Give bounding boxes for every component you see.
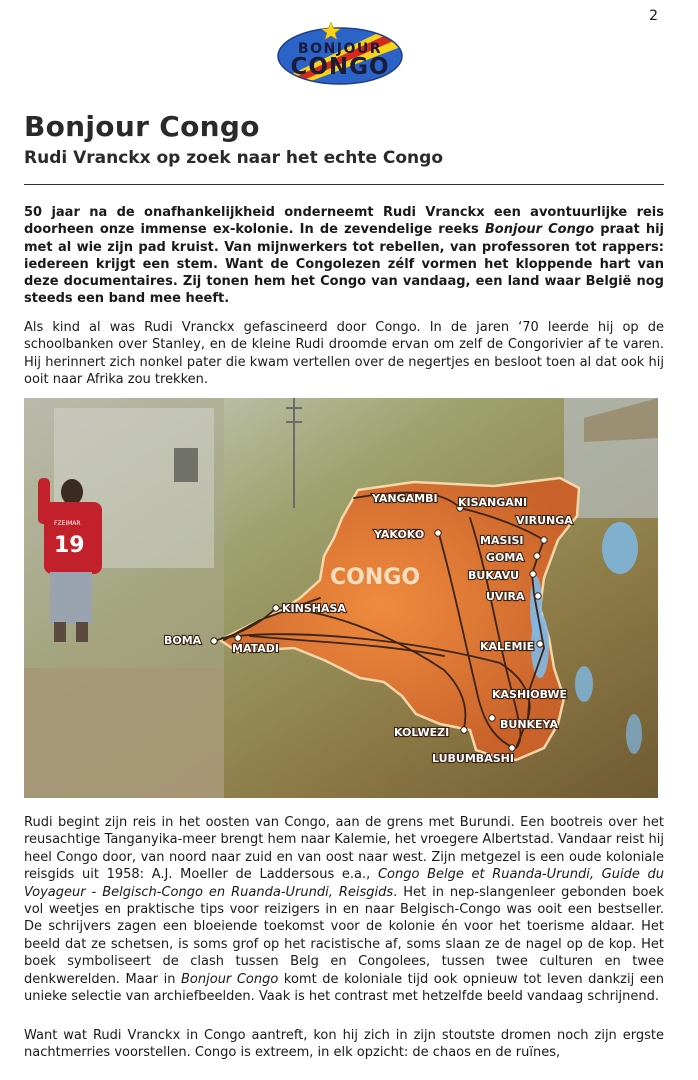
journey-paragraph [24,814,664,1005]
logo-text-bottom: CONGO [290,54,390,80]
city-label-kinshasa: KINSHASA [282,602,346,615]
city-label-virunga: VIRUNGA [516,514,573,527]
lead-emphasis: Bonjour Congo [484,222,595,238]
header-divider [24,184,664,185]
city-label-bunkeya: BUNKEYA [500,718,558,731]
page-subtitle: Rudi Vranckx op zoek naar het echte Congo [24,148,443,168]
lead-text-2: praat hij met al wie zijn pad kruist. Van mijnwerkers tot rebellen, van professoren tot rappers: iedereen krijgt een stem. Want de Congolezen zélf vormen het kloppende hart van deze documentaires. Zij tonen hem het Congo van vandaag, een land waar België nog steeds een band mee heeft. [24,222,664,307]
lead-paragraph [24,204,664,308]
city-label-matadi: MATADI [232,642,279,655]
bonjour-congo-logo [276,20,404,86]
city-label-bukavu: BUKAVU [468,569,520,582]
intro-paragraph: Als kind al was Rudi Vranckx gefascineerd door Congo. In de jaren ‘70 leerde hij op de schoolbanken over Stanley, en de kleine Rudi droomde ervan om zelf de Congorivier af te varen. Hij herinnert zich nonkel pater die kwam vertellen over de negertjes en besloot toen al dat ook hij ooit naar Afrika zou trekken. [24,320,664,388]
city-label-goma: GOMA [486,551,524,564]
jersey-name: FZEIMAR [54,520,81,527]
closing-paragraph: Want wat Rudi Vranckx in Congo aantreft, kon hij zich in zijn stoutste dromen noch zijn ergste nachtmerries voorstellen. Congo is extreem, in elk opzicht: de chaos en de ruïnes, [24,1028,664,1061]
city-label-kashiobwe: KASHIOBWE [492,688,568,701]
city-label-boma: BOMA [164,634,202,647]
journey-text-2: . Het in nep-slangenleer gebonden boek vol weetjes en praktische tips voor reizigers in en naar Belgisch-Congo was ooit een bestseller. De schrijvers zagen een bloeiende toekomst voor de kolonie én voor het toerisme aldaar. Het beeld dat ze schetsen, is soms grof op het racistische af, soms slaan ze de nagel op de kop. Het boek symboliseert de clash tussen Belg en Congolees, tussen twee culturen en twee denkwerelden. Maar in [24,884,664,987]
jersey-number: 19 [54,533,85,558]
city-label-kisangani: KISANGANI [458,496,528,509]
journey-text-3: komt de koloniale tijd ook opnieuw tot leven dankzij een unieke selectie van archiefbeelden. Vaak is het contrast met hetzelfde beeld vandaag schrijnend. [24,971,664,1005]
lead-text-1: 50 jaar na de onafhankelijkheid onderneemt Rudi Vranckx een avontuurlijke reis doorheen onze immense ex-kolonie. In de zevendelige reeks [24,205,664,238]
logo-text-top: BONJOUR [297,41,383,57]
city-label-kalemie: KALEMIE [480,640,535,653]
city-label-uvira: UVIRA [486,590,525,603]
series-title: Bonjour Congo [181,971,279,987]
city-label-yakoko: YAKOKO [374,528,425,541]
page-title: Bonjour Congo [24,110,260,143]
congo-route-map-image [24,398,658,798]
page-number: 2 [649,8,658,24]
city-label-masisi: MASISI [480,534,524,547]
country-label: CONGO [330,565,421,590]
city-label-yangambi: YANGAMBI [372,492,438,505]
city-label-kolwezi: KOLWEZI [394,726,450,739]
guide-title: Congo Belge et Ruanda-Urundi, Guide du Voyageur - Belgisch-Congo en Ruanda-Urundi, Reisgids [24,867,664,900]
city-label-lubumbashi: LUBUMBASHI [432,752,514,765]
journey-text-1: Rudi begint zijn reis in het oosten van Congo, aan de grens met Burundi. Een bootreis over het reusachtige Tanganyika-meer brengt hem naar Kalemie, het vroegere Albertstad. Vandaar reist hij heel Congo door, van noord naar zuid en van oost naar west. Zijn metgezel is een oude koloniale reisgids uit 1958: A.J. Moeller de Laddersous e.a., [24,815,664,883]
